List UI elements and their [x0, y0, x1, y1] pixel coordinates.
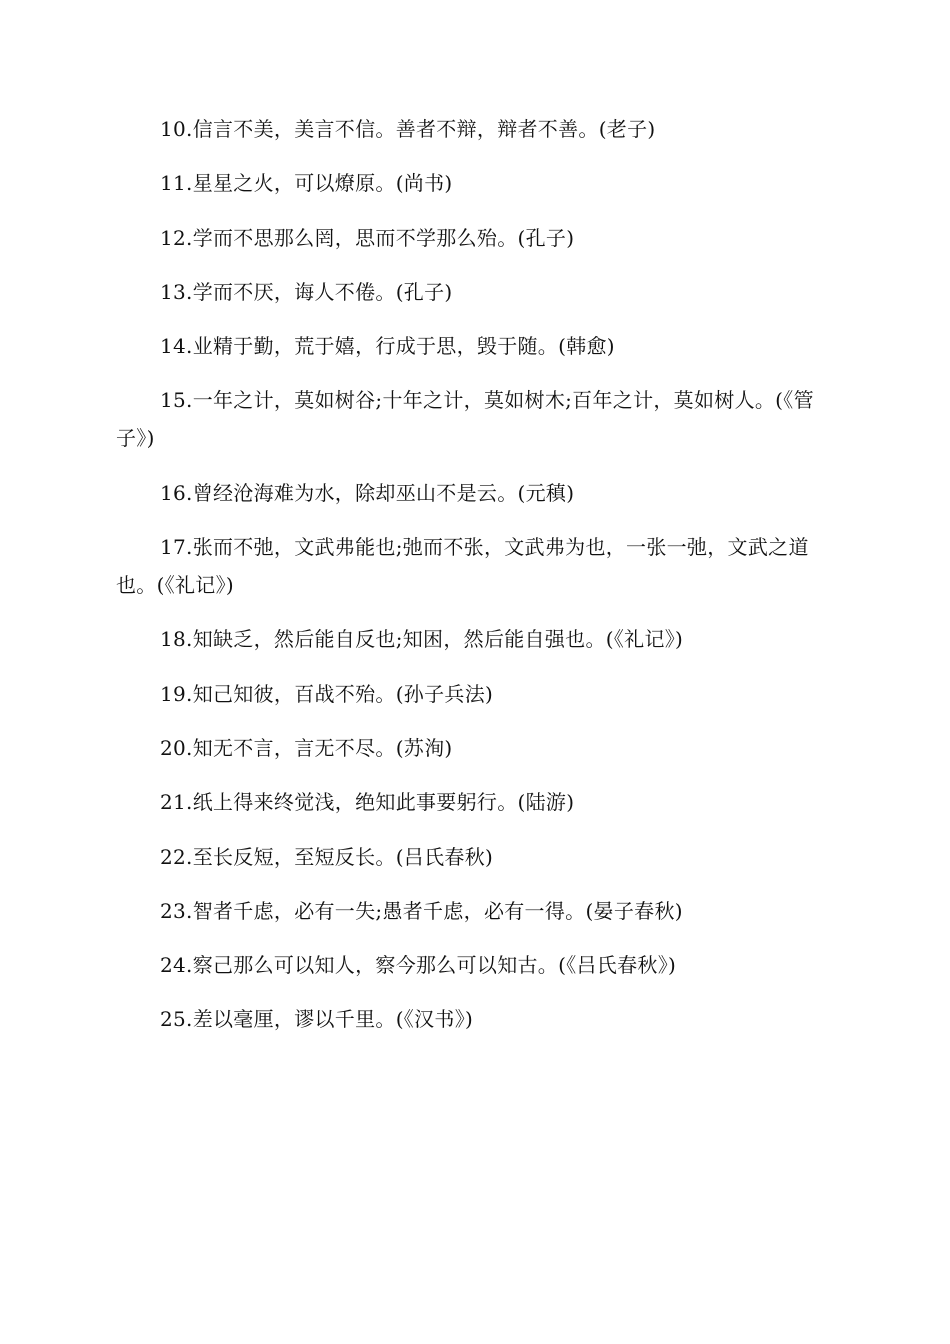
quote-14: 14.业精于勤，荒于嬉，行成于思，毁于随。(韩愈) — [160, 334, 615, 359]
quote-18: 18.知缺乏，然后能自反也;知困，然后能自强也。(《礼记》) — [160, 627, 684, 652]
quote-15: 15.一年之计，莫如树谷;十年之计，莫如树木;百年之计，莫如树人。(《管子》) — [116, 388, 814, 451]
quote-list — [116, 110, 836, 1055]
quote-10: 10.信言不美，美言不信。善者不辩，辩者不善。(老子) — [160, 117, 656, 141]
quote-23: 23.智者千虑，必有一失;愚者千虑，必有一得。(晏子春秋) — [160, 898, 683, 923]
quote-20: 20.知无不言，言无不尽。(苏洵) — [160, 735, 453, 760]
quote-11: 11.星星之火，可以燎原。(尚书) — [160, 171, 453, 196]
quote-22: 22.至长反短，至短反长。(吕氏春秋) — [160, 844, 494, 869]
quote-19: 19.知己知彼，百战不殆。(孙子兵法) — [160, 681, 494, 706]
quote-24: 24.察己那么可以知人，察今那么可以知古。(《吕氏春秋》) — [160, 953, 677, 978]
quote-17: 17.张而不弛，文武弗能也;弛而不张，文武弗为也，一张一弛，文武之道也。(《礼记》) — [116, 535, 809, 598]
quote-25: 25.差以毫厘，谬以千里。(《汉书》) — [160, 1007, 474, 1032]
quote-12: 12.学而不思那么罔，思而不学那么殆。(孔子) — [160, 225, 575, 250]
quote-13: 13.学而不厌，诲人不倦。(孔子) — [160, 279, 453, 304]
quote-16: 16.曾经沧海难为水，除却巫山不是云。(元稹) — [160, 480, 575, 505]
quote-21: 21.纸上得来终觉浅，绝知此事要躬行。(陆游) — [160, 790, 575, 815]
